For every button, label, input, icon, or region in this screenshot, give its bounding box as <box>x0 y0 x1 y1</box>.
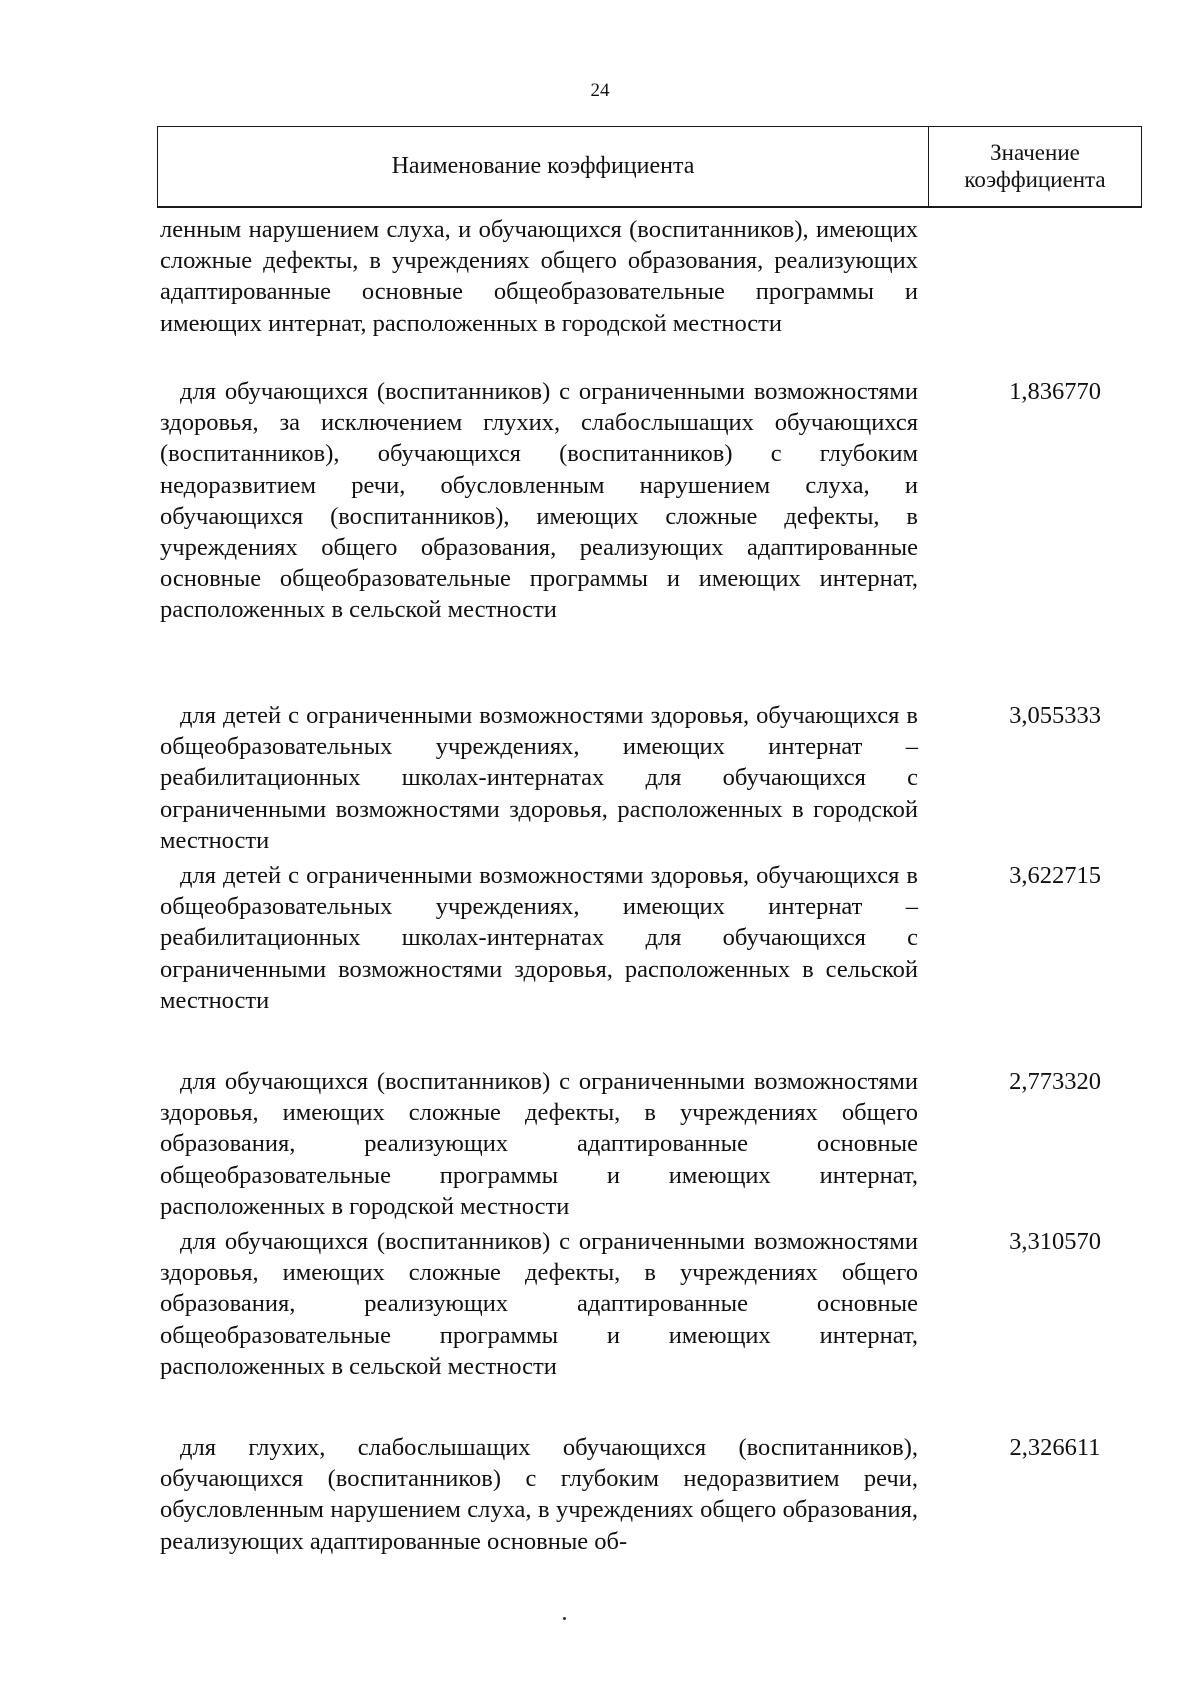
coefficient-name: для обучающихся (воспитанников) с ограниченными возможностями здоровья, за исключением глухих, слабослышащих обучающихся (воспитанников), обучающихся (воспитанников) с глубоким недоразвитием речи, обусловленным нарушением слуха, и обучающихся (воспитанников), имеющих сложные дефекты, в учреждениях общего образования, реализующих адаптированные основные общеобразовательные программы и имеющих интернат, расположенных в сельской местности <box>160 378 918 624</box>
table-header <box>157 126 1142 208</box>
coefficient-value: 3,622715 <box>1009 862 1101 889</box>
coefficient-name: для глухих, слабослышащих обучающихся (воспитанников), обучающихся (воспитанников) с глубоким недоразвитием речи, обусловленным нарушением слуха, в учреждениях общего образования, реализующих адаптированные основные об- <box>160 1434 918 1555</box>
page-number: 24 <box>590 80 610 101</box>
coefficient-name: для детей с ограниченными возможностями здоровья, обучающихся в общеобразовательных учреждениях, имеющих интернат – реабилитационных школах-интернатах для обучающихся с ограниченными возможностями здоровья, расположенных в городской местности <box>160 702 918 854</box>
header-value-line1: Значение <box>990 140 1080 166</box>
scan-speck <box>563 1617 566 1620</box>
coefficient-value: 2,773320 <box>1009 1068 1101 1095</box>
coefficient-name: ленным нарушением слуха, и обучающихся (воспитанников), имеющих сложные дефекты, в учреждениях общего образования, реализующих адаптированные основные общеобразовательные программы и имеющих интернат, расположенных в городской местности <box>160 216 918 337</box>
coefficient-value: 3,310570 <box>1009 1228 1101 1255</box>
coefficient-value: 1,836770 <box>1009 378 1101 405</box>
coefficient-name: для обучающихся (воспитанников) с ограниченными возможностями здоровья, имеющих сложные дефекты, в учреждениях общего образования, реализующих адаптированные основные общеобразовательные программы и имеющих интернат, расположенных в сельской местности <box>160 1228 918 1380</box>
coefficient-value: 3,055333 <box>1009 702 1101 729</box>
coefficient-name: для детей с ограниченными возможностями здоровья, обучающихся в общеобразовательных учреждениях, имеющих интернат – реабилитационных школах-интернатах для обучающихся с ограниченными возможностями здоровья, расположенных в сельской местности <box>160 862 918 1014</box>
header-coefficient-name: Наименование коэффициента <box>158 127 929 206</box>
header-value-line2: коэффициента <box>964 166 1106 192</box>
header-coefficient-value <box>929 127 1141 206</box>
coefficient-name: для обучающихся (воспитанников) с ограниченными возможностями здоровья, имеющих сложные дефекты, в учреждениях общего образования, реализующих адаптированные основные общеобразовательные программы и имеющих интернат, расположенных в городской местности <box>160 1068 918 1220</box>
coefficient-value: 2,326611 <box>1009 1434 1101 1461</box>
